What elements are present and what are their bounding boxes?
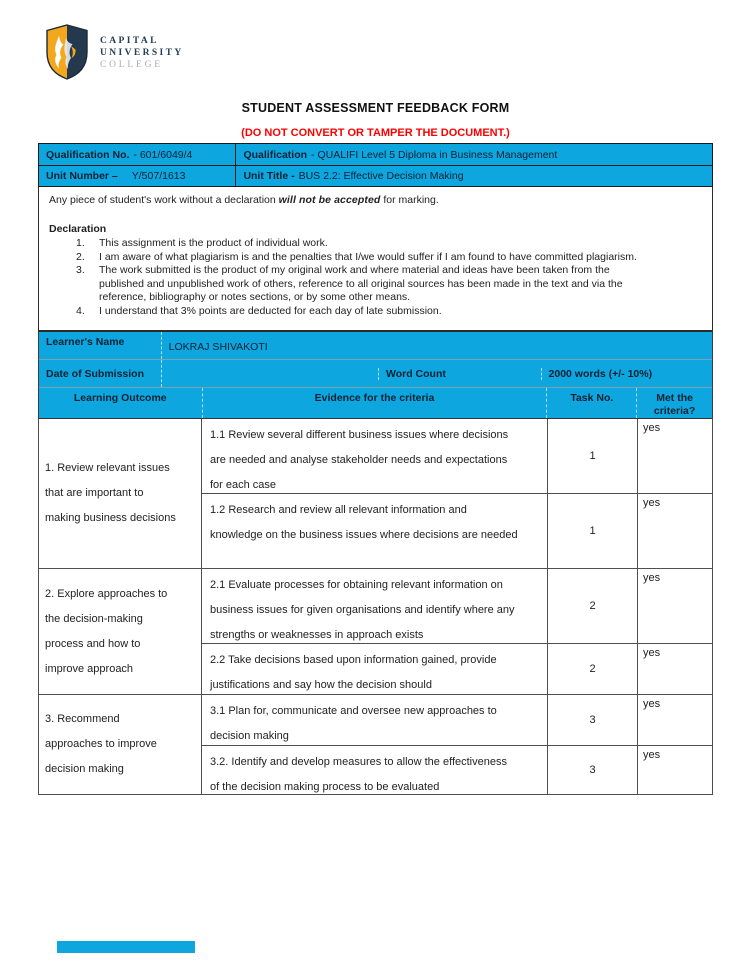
evidence-cell: 1.1 Review several different business issues where decisions are needed and analyse stakeholder needs and expectations for each case	[202, 419, 548, 493]
declaration-intro	[49, 194, 702, 208]
evidence-cell: 2.1 Evaluate processes for obtaining relevant information on business issues for given organisations and identify where any strengths or weaknesses in approach exists	[202, 569, 548, 643]
table-row	[202, 643, 713, 694]
list-item	[49, 251, 702, 265]
table-row	[202, 493, 713, 568]
word-count-value: 2000 words (+/- 10%)	[541, 368, 712, 380]
qualification-label: Qualification	[243, 148, 308, 161]
learner-name-value-field[interactable]: LOKRAJ SHIVAKOTI	[161, 332, 712, 359]
page-title: STUDENT ASSESSMENT FEEDBACK FORM	[241, 101, 510, 115]
declaration-heading: Declaration	[49, 222, 107, 235]
unit-title-cell	[235, 166, 712, 186]
learner-name-row	[39, 332, 712, 359]
table-row	[39, 165, 712, 186]
met-criteria-cell: yes	[643, 749, 661, 761]
qualification-table	[38, 143, 713, 187]
table-row	[202, 695, 713, 745]
outcomes-table	[38, 418, 713, 795]
declaration-box	[38, 187, 713, 331]
item-number: 1.	[76, 237, 85, 249]
task-no-cell: 3	[548, 746, 638, 794]
outcome-group-2	[39, 568, 712, 694]
table-row	[202, 569, 713, 643]
list-item	[49, 237, 702, 251]
met-criteria-cell: yes	[643, 572, 661, 584]
qualification-no-cell	[39, 144, 235, 165]
column-header-evidence: Evidence for the criteria	[202, 388, 547, 418]
task-no-cell: 2	[548, 644, 638, 694]
unit-title-value: BUS 2.2: Effective Decision Making	[298, 170, 464, 182]
table-row	[202, 745, 713, 794]
evidence-cell: 3.1 Plan for, communicate and oversee new approaches to decision making	[202, 695, 548, 745]
task-no-cell: 2	[548, 569, 638, 643]
next-page-table-sliver	[57, 941, 195, 953]
evidence-cell: 1.2 Research and review all relevant information and knowledge on the business issues where decisions are needed	[202, 494, 548, 568]
declaration-list	[49, 237, 702, 318]
word-count-label: Word Count	[378, 368, 541, 380]
intro-text-pre: Any piece of student's work without a declaration	[49, 194, 279, 206]
qualification-no-value: - 601/6049/4	[133, 148, 193, 161]
logo-line-university: UNIVERSITY	[100, 48, 184, 58]
item-number: 4.	[76, 304, 85, 317]
column-header-met-criteria: Met the criteria?	[636, 388, 712, 418]
unit-number-label: Unit Number –	[46, 170, 118, 182]
table-row	[39, 144, 712, 165]
outcome-text: 1. Review relevant issues that are important to making business decisions	[39, 419, 202, 568]
form-content	[38, 0, 713, 795]
item-text: This assignment is the product of individual work.	[99, 237, 328, 249]
item-text: I understand that 3% points are deducted for each day of late submission.	[99, 304, 442, 317]
met-criteria-cell: yes	[643, 497, 661, 509]
list-item	[49, 305, 702, 319]
item-number: 2.	[76, 250, 85, 263]
tamper-warning-text: (DO NOT CONVERT OR TAMPER THE DOCUMENT.)	[241, 127, 510, 139]
outcome-text: 3. Recommend approaches to improve decision making	[39, 695, 202, 794]
outcome-group-3	[39, 694, 712, 794]
learner-info-section	[38, 331, 713, 418]
table-row	[202, 419, 713, 493]
evidence-cell: 3.2. Identify and develop measures to allow the effectiveness of the decision making process to be evaluated	[202, 746, 548, 794]
date-of-submission-value-field[interactable]	[161, 360, 378, 387]
outcome-text: 2. Explore approaches to the decision-making process and how to improve approach	[39, 569, 202, 694]
met-criteria-cell: yes	[643, 422, 661, 434]
task-no-cell: 3	[548, 695, 638, 745]
logo-line-capital: CAPITAL	[100, 36, 159, 46]
qualification-value: - QUALIFI Level 5 Diploma in Business Management	[311, 148, 558, 161]
column-header-learning-outcome: Learning Outcome	[73, 392, 167, 404]
unit-number-value: Y/507/1613	[131, 170, 186, 182]
date-of-submission-label: Date of Submission	[46, 367, 145, 380]
task-no-cell: 1	[548, 419, 638, 493]
logo-line-college: COLLEGE	[100, 60, 163, 70]
date-word-count-row	[39, 359, 712, 387]
list-item	[49, 264, 702, 305]
item-text: The work submitted is the product of my original work and where material and ideas have been taken from the published and unpublished work of others, reference to all original sources has been made in the text and via the reference, bibliography or notes sections, or by some other means.	[99, 264, 623, 303]
intro-text-post: for marking.	[380, 194, 439, 206]
unit-number-cell	[39, 166, 235, 186]
outcomes-header-row	[39, 387, 712, 418]
unit-title-label: Unit Title -	[243, 170, 295, 182]
intro-text-bold: will not be accepted	[278, 194, 381, 206]
task-no-cell: 1	[548, 494, 638, 568]
met-criteria-cell: yes	[643, 698, 661, 710]
outcome-group-1	[39, 419, 712, 568]
evidence-cell: 2.2 Take decisions based upon information gained, provide justifications and say how the decision should	[202, 644, 548, 694]
column-header-task-no: Task No.	[546, 388, 636, 418]
qualification-no-label: Qualification No.	[46, 148, 130, 161]
learner-name-label: Learner's Name	[46, 336, 125, 348]
met-criteria-cell: yes	[643, 647, 661, 659]
item-number: 3.	[76, 264, 85, 276]
qualification-cell	[235, 144, 712, 165]
item-text: I am aware of what plagiarism is and the penalties that I/we would suffer if I am found to have committed plagiarism.	[99, 250, 637, 263]
